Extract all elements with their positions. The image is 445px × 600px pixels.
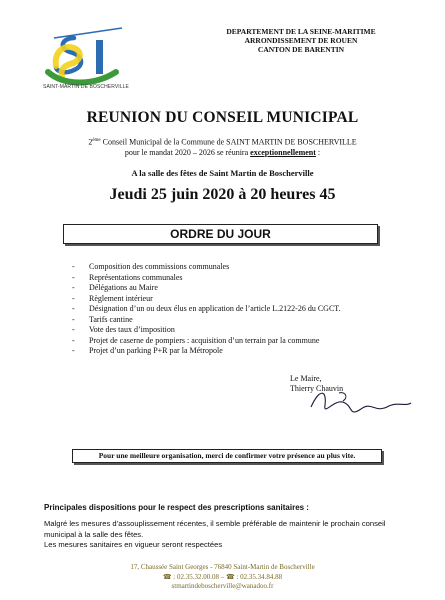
meeting-date: Jeudi 25 juin 2020 à 20 heures 45 [109, 186, 336, 203]
intro-line-2-start: pour le mandat 2020 – 2026 se réunira [124, 147, 251, 157]
sanitary-paragraph-2: Les mesures sanitaires en vigueur seront respectées [44, 540, 223, 549]
intro-line-1 [30, 136, 415, 148]
signatory-title: Le Maire, [290, 374, 322, 383]
agenda-bullet: - [72, 262, 75, 271]
agenda-item-text: Désignation d’un ou deux élus en application de l’article L.2122-26 du CGCT. [89, 304, 341, 313]
logo-caption: SAINT-MARTIN DE BOSCHERVILLE [43, 84, 129, 90]
agenda-bullet: - [72, 325, 75, 334]
agenda-bullet: - [72, 314, 75, 324]
footer-phones: ☎ : 02.35.32.00.08 – ☎ : 02.35.34.84.88 [162, 572, 283, 581]
intro-line-1-rest: Conseil Municipal de la Commune de SAINT MARTIN DE BOSCHERVILLE [100, 137, 357, 147]
agenda-item [72, 283, 412, 294]
agenda-item [72, 315, 412, 326]
header-department: DEPARTEMENT DE LA SEINE-MARITIME [226, 27, 376, 36]
intro-text [30, 136, 415, 158]
agenda-item [72, 304, 412, 315]
header-arrondissement: ARRONDISSEMENT DE ROUEN [244, 36, 358, 45]
handwritten-signature [305, 387, 415, 425]
confirmation-notice: Pour une meilleure organisation, merci de confirmer votre présence au plus vite. [72, 449, 382, 463]
logo-graphic [44, 26, 124, 92]
agenda-item [72, 336, 412, 347]
agenda-item-text: Projet d’un parking P+R par la Métropole [89, 346, 223, 355]
intro-line-2 [30, 148, 415, 158]
intro-ordinal-sup: ème [92, 138, 101, 143]
intro-emphasis: exceptionnellement [250, 147, 316, 157]
sanitary-text [44, 519, 399, 551]
agenda-bullet: - [72, 346, 75, 355]
agenda-title-box: ORDRE DU JOUR [63, 224, 378, 244]
agenda-item [72, 273, 412, 284]
agenda-item-text: Tarifs cantine [89, 314, 133, 324]
meeting-venue: A la salle des fêtes de Saint Martin de Boscherville [131, 168, 314, 178]
agenda-item-text: Règlement intérieur [89, 293, 153, 303]
administrative-header [205, 27, 397, 54]
sanitary-paragraph-1: Malgré les mesures d’assouplissement récentes, il semble préférable de maintenir le prochain conseil municipal à la salle des fêtes. [44, 519, 386, 539]
footer-address: 17, Chaussée Saint Georges - 76840 Saint-Martin de Boscherville [130, 563, 315, 571]
agenda-item-text: Vote des taux d’imposition [89, 325, 175, 334]
agenda-bullet: - [72, 335, 75, 345]
agenda-item [72, 346, 412, 357]
page-title: REUNION DU CONSEIL MUNICIPAL [86, 109, 359, 126]
agenda-bullet: - [72, 304, 75, 313]
intro-ordinal: 2 [88, 137, 93, 147]
agenda-item-text: Délégations au Maire [89, 283, 158, 292]
agenda-item [72, 325, 412, 336]
signatory-name: Thierry Chauvin [290, 384, 344, 393]
agenda-bullet: - [72, 272, 75, 282]
agenda-item [72, 294, 412, 305]
agenda-bullet: - [72, 283, 75, 292]
agenda-item-text: Projet de caserne de pompiers : acquisition d’un terrain par la commune [89, 335, 320, 345]
agenda-list [72, 262, 412, 357]
sanitary-title: Principales dispositions pour le respect des prescriptions sanitaires : [44, 503, 309, 512]
agenda-item-text: Composition des commissions communales [89, 262, 230, 271]
agenda-item-text: Représentations communales [89, 272, 183, 282]
footer-contact [0, 563, 445, 592]
footer-email[interactable]: stmartindeboscherville@wanadoo.fr [171, 582, 274, 590]
agenda-bullet: - [72, 293, 75, 303]
agenda-item [72, 262, 412, 273]
signature-graphic [305, 387, 415, 425]
intro-line-2-end: : [315, 147, 321, 157]
municipal-logo [44, 26, 124, 92]
header-canton: CANTON DE BARENTIN [257, 45, 345, 54]
